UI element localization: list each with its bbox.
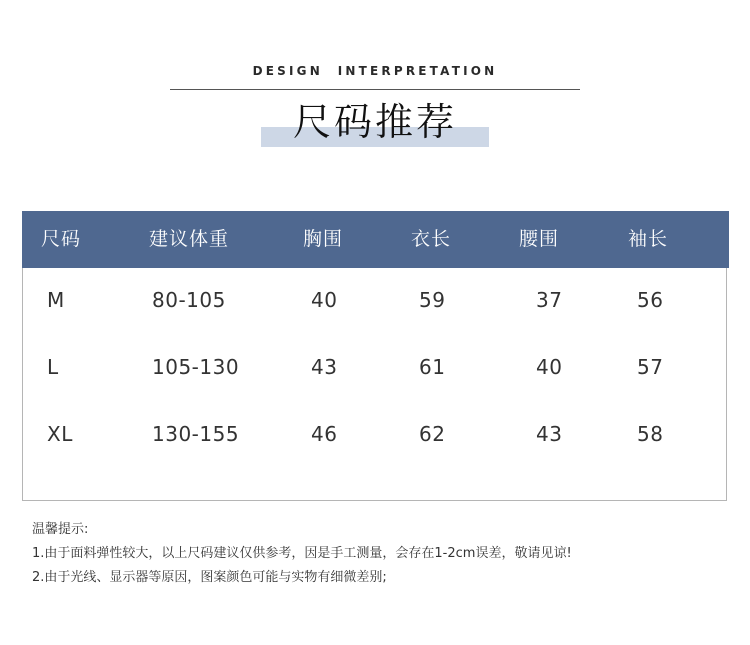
cell-length: 61 [419,355,446,379]
header-cell-sleeve: 袖长 [628,228,669,250]
cell-length: 62 [419,422,446,446]
tips-section [32,518,572,590]
size-table [22,211,727,501]
table-row [23,414,726,454]
cell-size: XL [47,422,73,446]
subtitle: DESIGN INTERPRETATION [252,64,498,78]
header-cell-length: 衣长 [411,228,452,250]
cell-waist: 43 [536,422,563,446]
table-header [22,211,729,268]
header-cell-waist: 腰围 [519,228,560,250]
table-row [23,347,726,387]
page-title: 尺码推荐 [292,100,457,144]
tip-line-2: 2.由于光线、显示器等原因，图案颜色可能与实物有细微差别; [32,570,387,585]
header-cell-weight: 建议体重 [149,228,230,250]
header-cell-size: 尺码 [41,228,82,250]
cell-sleeve: 57 [637,355,664,379]
cell-weight: 130-155 [152,422,240,446]
cell-sleeve: 58 [637,422,664,446]
cell-length: 59 [419,288,446,312]
cell-size: L [47,355,59,379]
tip-line-1: 1.由于面料弹性较大，以上尺码建议仅供参考，因是手工测量，会存在1-2cm误差，敬请见谅! [32,546,572,561]
cell-chest: 46 [311,422,338,446]
cell-sleeve: 56 [637,288,664,312]
table-row [23,280,726,320]
cell-chest: 43 [311,355,338,379]
tips-heading: 温馨提示: [32,522,89,537]
cell-weight: 105-130 [152,355,240,379]
cell-waist: 40 [536,355,563,379]
cell-chest: 40 [311,288,338,312]
cell-weight: 80-105 [152,288,226,312]
cell-waist: 37 [536,288,563,312]
header-cell-chest: 胸围 [303,228,344,250]
cell-size: M [47,288,65,312]
title-divider [170,89,580,90]
